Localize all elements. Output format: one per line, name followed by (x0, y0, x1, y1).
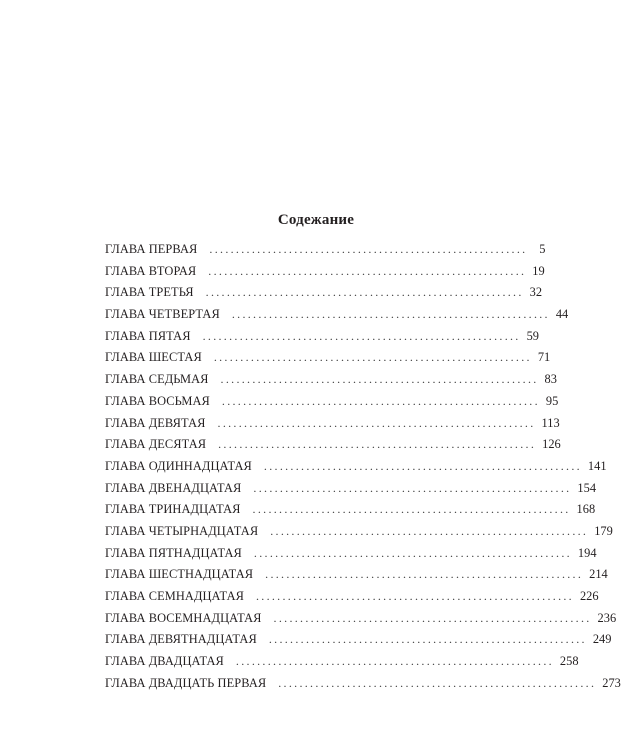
toc-entry-label: ГЛАВА ТРЕТЬЯ (105, 285, 194, 300)
toc-entry[interactable] (105, 437, 561, 459)
dot-leader: ............................................................ (252, 502, 571, 517)
toc-entry-label: ГЛАВА ДВАДЦАТАЯ (105, 654, 224, 669)
toc-entry-page-number: 258 (559, 654, 579, 669)
toc-entry-label: ГЛАВА ЧЕТЫРНАДЦАТАЯ (105, 523, 259, 538)
toc-entry-label: ГЛАВА СЕДЬМАЯ (105, 372, 209, 387)
dot-leader: ............................................................ (217, 415, 536, 430)
dot-leader: ............................................................ (218, 437, 537, 452)
toc-entry-label: ГЛАВА ПЯТНАДЦАТАЯ (105, 545, 242, 560)
toc-entry-label: ГЛАВА ДЕСЯТАЯ (105, 437, 207, 452)
toc-entry[interactable] (105, 328, 539, 351)
toc-entry-label: ГЛАВА ШЕСТНАДЦАТАЯ (105, 567, 254, 582)
toc-entry[interactable] (105, 242, 546, 264)
toc-entry[interactable] (105, 632, 612, 654)
toc-entry[interactable] (105, 610, 617, 633)
dot-leader: ............................................................ (253, 545, 572, 560)
dot-leader: ............................................................ (270, 523, 589, 538)
dot-leader: ............................................................ (231, 307, 550, 322)
toc-entry[interactable] (105, 415, 560, 438)
toc-entry-page-number: 141 (587, 458, 607, 473)
toc-entry-label: ГЛАВА ПЕРВАЯ (105, 242, 198, 256)
dot-leader: ............................................................ (268, 632, 587, 647)
dot-leader: ............................................................ (263, 458, 582, 473)
toc-entry-page-number: 194 (577, 545, 597, 560)
dot-leader: ............................................................ (235, 654, 554, 669)
toc-entry-label: ГЛАВА ДВЕНАДЦАТАЯ (105, 480, 242, 495)
toc-entry-page-number: 113 (541, 415, 560, 430)
toc-entry-label: ГЛАВА ОДИННАДЦАТАЯ (105, 458, 252, 473)
toc-entry-page-number: 95 (545, 393, 559, 408)
toc-entry[interactable] (105, 393, 559, 416)
dot-leader: ............................................................ (273, 610, 592, 625)
toc-entry-page-number: 249 (592, 632, 612, 647)
toc-entry-label: ГЛАВА СЕМНАДЦАТАЯ (105, 589, 244, 603)
dot-leader: ............................................................ (220, 372, 539, 387)
toc-entry-page-number: 126 (542, 437, 561, 452)
toc-entry-page-number: 59 (526, 328, 539, 343)
toc-entry[interactable] (105, 589, 599, 611)
dot-leader: ............................................................ (202, 328, 521, 343)
toc-entry-page-number: 154 (577, 480, 597, 495)
toc-entry-label: ГЛАВА ДЕВЯТАЯ (105, 415, 206, 430)
dot-leader: ............................................................ (255, 589, 574, 603)
toc-entry-page-number: 226 (579, 589, 599, 603)
dot-leader: ............................................................ (253, 480, 572, 495)
toc-entry[interactable] (105, 545, 597, 568)
toc-entry-label: ГЛАВА ТРИНАДЦАТАЯ (105, 502, 241, 517)
toc-entry[interactable] (105, 480, 597, 503)
toc-list (105, 242, 621, 697)
toc-entry[interactable] (105, 523, 613, 546)
toc-entry-page-number: 214 (589, 567, 608, 582)
toc-entry-label: ГЛАВА ДВАДЦАТЬ ПЕРВАЯ (105, 675, 267, 690)
toc-entry-label: ГЛАВА ВОСЕМНАДЦАТАЯ (105, 610, 262, 625)
toc-title: Содежание (277, 212, 355, 228)
dot-leader: ............................................................ (209, 242, 528, 256)
toc-entry-label: ГЛАВА ПЯТАЯ (105, 328, 191, 343)
dot-leader: ............................................................ (278, 675, 597, 690)
toc-entry-page-number: 83 (544, 372, 557, 387)
toc-entry[interactable] (105, 263, 545, 286)
toc-entry[interactable] (105, 502, 596, 524)
toc-entry-label: ГЛАВА ДЕВЯТНАДЦАТАЯ (105, 632, 257, 647)
toc-entry-label: ГЛАВА ШЕСТАЯ (105, 350, 202, 365)
toc-entry[interactable] (105, 654, 579, 676)
dot-leader: ............................................................ (213, 350, 532, 365)
toc-entry-page-number: 273 (602, 675, 621, 690)
toc-entry-page-number: 71 (537, 350, 551, 365)
toc-entry-page-number: 19 (532, 263, 545, 278)
toc-entry-label: ГЛАВА ВТОРАЯ (105, 263, 197, 278)
dot-leader: ............................................................ (265, 567, 584, 582)
toc-entry-label: ГЛАВА ВОСЬМАЯ (105, 393, 210, 408)
toc-entry-page-number: 179 (594, 523, 613, 538)
toc-entry-page-number: 236 (597, 610, 617, 625)
toc-entry[interactable] (105, 675, 621, 698)
dot-leader: ............................................................ (221, 393, 540, 408)
toc-entry-label: ГЛАВА ЧЕТВЕРТАЯ (105, 307, 220, 322)
toc-entry-page-number: 5 (539, 242, 546, 256)
toc-entry[interactable] (105, 567, 608, 589)
toc-entry-page-number: 32 (529, 285, 543, 300)
toc-entry[interactable] (105, 307, 569, 329)
toc-entry[interactable] (105, 285, 543, 307)
toc-entry[interactable] (105, 350, 551, 372)
toc-entry-page-number: 168 (576, 502, 596, 517)
toc-entry-page-number: 44 (555, 307, 569, 322)
dot-leader: ............................................................ (208, 263, 527, 278)
toc-entry[interactable] (105, 372, 557, 394)
dot-leader: ............................................................ (205, 285, 524, 300)
toc-entry[interactable] (105, 458, 607, 481)
